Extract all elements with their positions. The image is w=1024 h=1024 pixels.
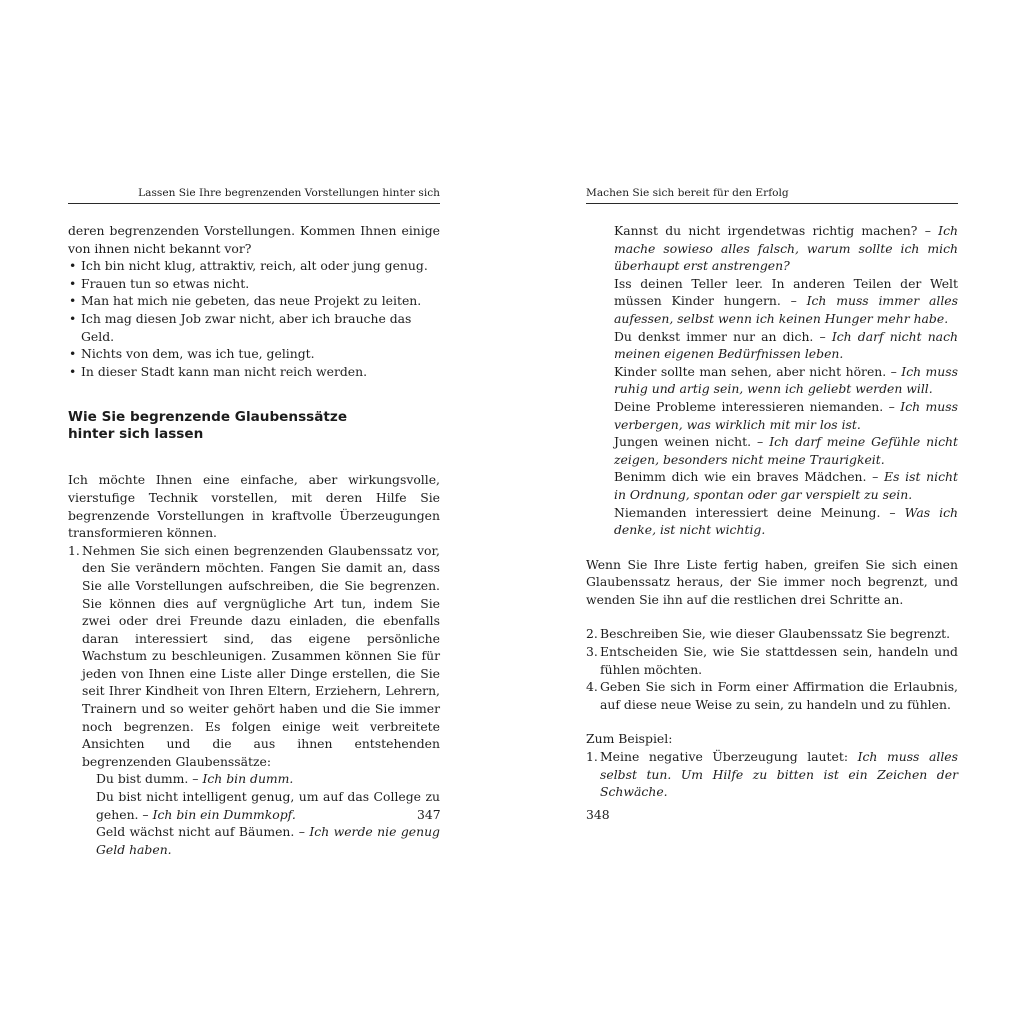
example-saying: Kinder sollte man sehen, aber nicht hören. – <box>614 363 902 379</box>
list-item: • Frauen tun so etwas nicht. <box>68 275 440 293</box>
example-saying: Benimm dich wie ein braves Mädchen. – <box>614 469 885 485</box>
list-item: • Ich bin nicht klug, attraktiv, reich, alt oder jung genug. <box>68 257 440 275</box>
list-item: • Man hat mich nie gebeten, das neue Projekt zu leiten. <box>68 292 440 310</box>
step-text: Nehmen Sie sich einen begrenzenden Glaubenssatz vor, den Sie verändern möchten. Fangen Sie damit an, dass Sie alle Vorstellungen aufschreiben, die Sie begrenzen. Sie können dies auf vergnügliche Art tun, indem Sie zwei oder drei Freunde dazu einladen, die ebenfalls daran interessiert sind, das eigene persönliche Wachstum zu beschleunigen. Zusammen können Sie für jeden von Ihnen eine Liste aller Dinge erstellen, die Sie seit Ihrer Kindheit von Ihren Eltern, Erziehern, Lehrern, Trainern und so weiter gehört haben und die Sie immer noch begrenzen. Es folgen einige weit verbreitete Ansichten und die aus ihnen entstehenden begrenzenden Glaubenssätze: <box>82 542 440 769</box>
example-saying: Kannst du nicht irgendetwas richtig machen? – <box>614 223 939 238</box>
running-head-right: Machen Sie sich bereit für den Erfolg <box>586 186 958 204</box>
example-belief: Es ist nicht in Ordnung, spontan oder gar verspielt zu sein. <box>614 469 958 502</box>
example-line <box>614 504 958 539</box>
section-heading: Wie Sie begrenzende Glaubenssätze hinter sich lassen <box>68 409 348 443</box>
example-line <box>96 770 440 788</box>
example-saying: Geld wächst nicht auf Bäumen. – <box>96 824 310 840</box>
step-text: Beschreiben Sie, wie dieser Glaubenssatz Sie begrenzt. <box>600 626 951 642</box>
example-belief: Ich mache sowieso alles falsch, warum sollte ich mich überhaupt erst anstrengen? <box>614 223 958 274</box>
example-saying: Du bist dumm. – <box>96 771 203 787</box>
example-saying: Deine Probleme interessieren niemanden. – <box>614 398 901 414</box>
example-list-left <box>68 770 440 858</box>
step-number: 3. <box>586 644 598 660</box>
example-saying: Niemanden interessiert deine Meinung. – <box>614 504 905 520</box>
example-1 <box>586 748 958 801</box>
example-belief: Ich darf nicht nach meinen eigenen Bedürfnissen leben. <box>614 328 958 362</box>
step-3 <box>586 643 958 678</box>
technique-paragraph: Ich möchte Ihnen eine einfache, aber wirkungsvolle, vierstufige Technik vorstellen, mit deren Hilfe Sie begrenzende Vorstellungen in kraftvolle Überzeugungen transformieren können. <box>68 472 440 541</box>
page-number-left: 347 <box>417 807 441 822</box>
bullet-list <box>68 257 440 380</box>
example-line <box>614 398 958 433</box>
step-1 <box>68 542 440 771</box>
example-line <box>614 468 958 503</box>
example-line <box>614 328 958 363</box>
example-saying: Du bist nicht intelligent genug, um auf das College zu gehen. – <box>96 789 440 822</box>
example-line <box>96 823 440 858</box>
step-2 <box>586 625 958 643</box>
step-number: 1. <box>68 542 80 558</box>
example-belief: Ich bin ein Dummkopf. <box>152 806 296 822</box>
example-line <box>614 222 958 275</box>
example-line <box>614 433 958 468</box>
step-number: 2. <box>586 626 598 642</box>
example-belief: Ich darf meine Gefühle nicht zeigen, besonders nicht meine Traurigkeit. <box>614 434 958 467</box>
example-belief: Ich muss ruhig und artig sein, wenn ich geliebt werden will. <box>614 363 959 397</box>
example-intro: Meine negative Überzeugung lautet: <box>600 749 858 765</box>
step-number: 1. <box>586 749 598 765</box>
list-item: • Nichts von dem, was ich tue, gelingt. <box>68 345 440 363</box>
example-list-right <box>586 222 958 539</box>
list-item: • In dieser Stadt kann man nicht reich werden. <box>68 363 440 381</box>
example-line <box>96 788 440 823</box>
step-text <box>600 748 958 801</box>
example-belief: Ich muss immer alles aufessen, selbst wenn ich keinen Hunger mehr habe. <box>614 293 958 326</box>
list-item: • Ich mag diesen Job zwar nicht, aber ich brauche das Geld. <box>68 310 440 345</box>
example-line <box>614 275 958 328</box>
example-saying: Jungen weinen nicht. – <box>614 434 770 450</box>
list-done-paragraph: Wenn Sie Ihre Liste fertig haben, greifen Sie sich einen Glaubenssatz heraus, der Sie immer noch begrenzt, und wenden Sie ihn auf die restlichen drei Schritte an. <box>586 556 958 607</box>
running-head-left: Lassen Sie Ihre begrenzenden Vorstellungen hinter sich <box>68 186 440 204</box>
example-saying: Du denkst immer nur an dich. – <box>614 328 832 344</box>
example-saying: Iss deinen Teller leer. In anderen Teilen der Welt müssen Kinder hungern. – <box>614 275 958 309</box>
intro-paragraph: deren begrenzenden Vorstellungen. Kommen Ihnen einige von ihnen nicht bekannt vor? <box>68 223 440 256</box>
example-belief: Was ich denke, ist nicht wichtig. <box>614 504 958 538</box>
example-belief: Ich werde nie genug Geld haben. <box>96 824 440 857</box>
left-page <box>68 186 440 858</box>
right-page <box>586 186 958 801</box>
example-belief: Ich bin dumm. <box>202 771 294 787</box>
step-text: Geben Sie sich in Form einer Affirmation die Erlaubnis, auf diese neue Weise zu sein, zu handeln und zu fühlen. <box>600 679 958 712</box>
example-belief: Ich muss verbergen, was wirklich mit mir los ist. <box>614 398 958 432</box>
example-label: Zum Beispiel: <box>586 731 673 747</box>
step-4 <box>586 678 958 713</box>
example-line <box>614 363 958 398</box>
step-number: 4. <box>586 679 598 695</box>
step-text: Entscheiden Sie, wie Sie stattdessen sein, handeln und fühlen möchten. <box>600 644 958 677</box>
page-number-right: 348 <box>586 807 610 822</box>
example-belief: Ich muss alles selbst tun. Um Hilfe zu bitten ist ein Zeichen der Schwäche. <box>600 749 958 800</box>
